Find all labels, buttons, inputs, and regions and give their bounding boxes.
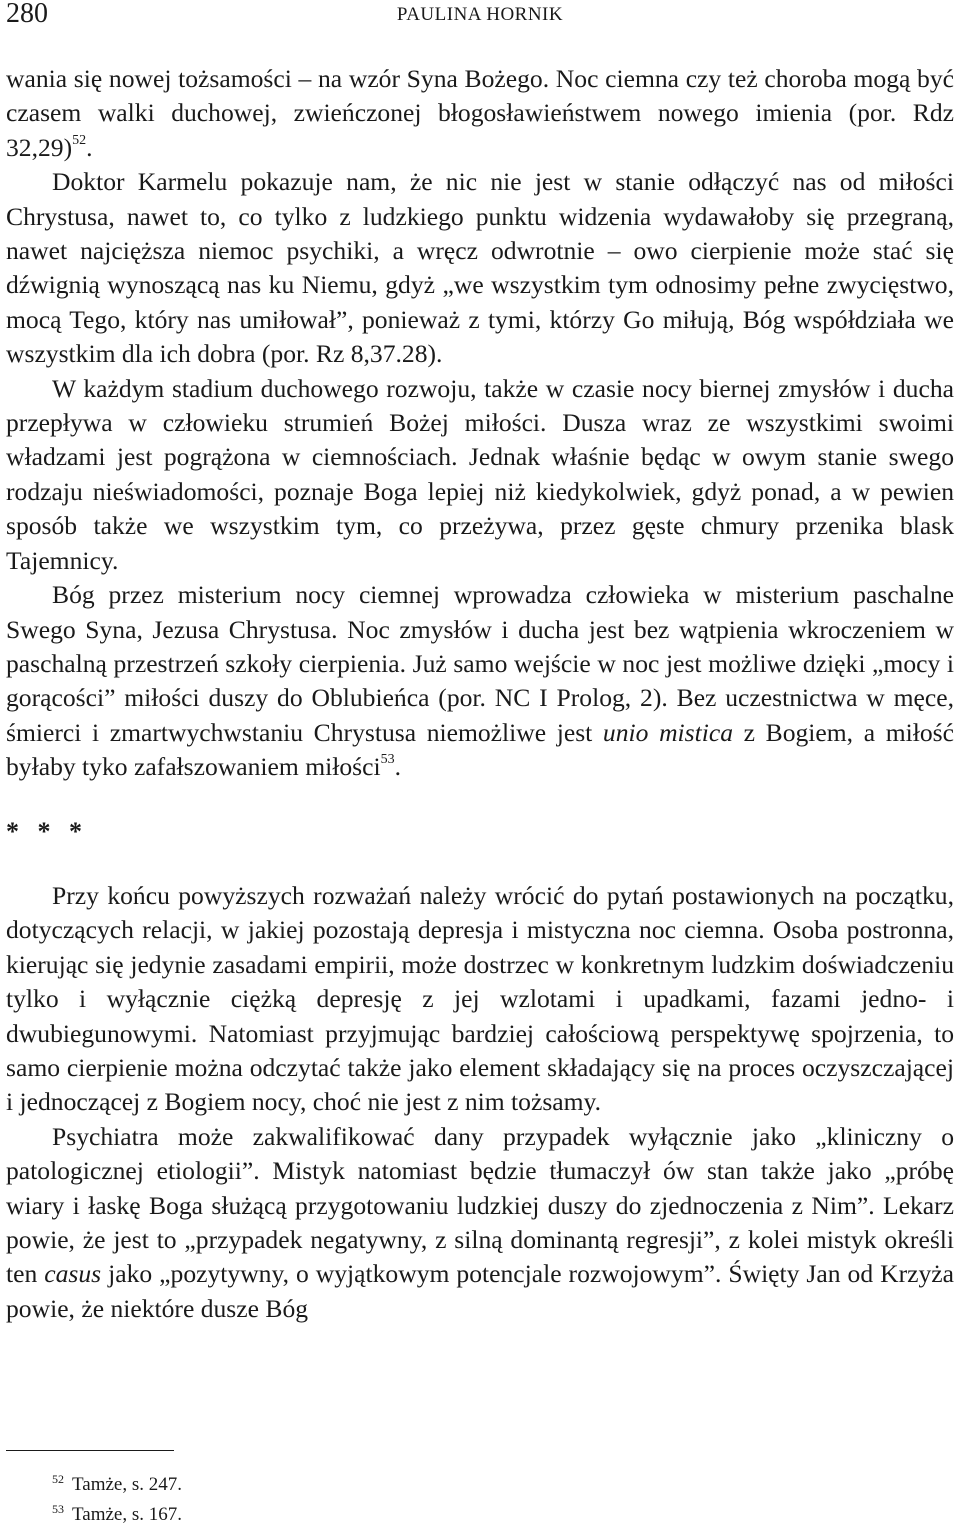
footnote-ref-52[interactable]: 52 — [72, 132, 87, 148]
footnote-52: $^{52}$ Tamże, s. 247. — [52, 1472, 183, 1495]
paragraph-3: W każdym stadium duchowego rozwoju, także w czasie nocy biernej zmysłów i ducha przepływa w człowieku strumień Bożej miłości. Dusza wraz ze wszystkimi swoimi władzami jest pogrążona w ciemnościach. Jednak właśnie będąc w owym stanie swego rodzaju nieświadomości, poznaje Boga lepiej niż kiedykolwiek, gdyż ponad, a w pewien sposób także we wszystkim tym, co przeżywa, przez gęste chmury przenika blask Tajemnicy. — [6, 373, 954, 575]
paragraph-5: Przy końcu powyższych rozważań należy wrócić do pytań postawionych na początku, dotyczących relacji, w jakiej pozostają depresja i mistyczna noc ciemna. Osoba postronna, kierując się jedynie zasadami empirii, może dostrzec w konkretnym ludzkim doświadczeniu tylko i wyłącznie ciężką depresję z jej wzlotami i upadkami, fazami jedno- i dwubiegunowymi. Natomiast przyjmując bardziej całościową perspektywę spojrzenia, to samo cierpienie można odczytać także jako element składający się na proces oczyszczającej i jednoczącej z Bogiem nocy, choć nie jest z nim tożsamy. — [6, 880, 954, 1117]
page-header — [6, 0, 954, 34]
page-number: 280 — [6, 0, 48, 29]
paragraph-1: wania się nowej tożsamości – na wzór Syna Bożego. Noc ciemna czy też choroba mogą być czasem walki duchowej, zwieńczonej błogosławieństwem nowego imienia (por. Rdz 32,29)$^{52}$. — [6, 64, 954, 162]
footnote-53: $^{53}$ Tamże, s. 167. — [52, 1502, 183, 1525]
footnote-ref-53[interactable]: 53 — [380, 752, 395, 768]
section-separator: * * * — [6, 816, 88, 846]
paragraph-2: Doktor Karmelu pokazuje nam, że nic nie jest w stanie odłączyć nas od miłości Chrystusa, nawet to, co tylko z ludzkiego punktu widzenia wydawałoby się przegraną, nawet najcięższa niemoc psychiki, a wręcz odwrotnie – owo cierpienie może stać się dźwignią wynoszącą nas ku Niemu, gdyż „we wszystkim tym odnosimy pełne zwycięstwo, mocą Tego, który nas umiłował”, ponieważ z tymi, którzy Go miłują, Bóg współdziała we wszystkim dla ich dobra (por. Rz 8,37.28). — [6, 167, 954, 369]
paragraph-6: Psychiatra może zakwalifikować dany przypadek wyłącznie jako „kliniczny o patologicznej etiologii”. Mistyk natomiast będzie tłumaczył ów stan także jako „próbę wiary i łaskę Boga służącą przygotowaniu ludzkiej duszy do zjednoczenia z Nim”. Lekarz powie, że jest to „przypadek negatywny, z silną dominantą regresji”, z kolei mistyk określi ten casus jako „pozytywny, o wyjątkowym potencjale rozwojowym”. Święty Jan od Krzyża powie, że niektóre dusze Bóg — [6, 1121, 955, 1323]
paragraph-4: Bóg przez misterium nocy ciemnej wprowadza człowieka w misterium paschalne Swego Syna, Jezusa Chrystusa. Noc zmysłów i ducha jest bez wątpienia wkroczeniem w paschalną przestrzeń szkoły cierpienia. Już samo wejście w noc jest możliwe dzięki „mocy i gorącości” miłości duszy do Oblubieńca (por. NC I Prolog, 2). Bez uczestnictwa w męce, śmierci i zmartwychwstaniu Chrystusa niemożliwe jest unio mistica z Bogiem, a miłość byłaby tyko zafałszowaniem miłości$^{53}$. — [6, 580, 954, 782]
footnotes — [52, 1470, 182, 1530]
footnote-divider — [6, 1450, 174, 1451]
body-text — [6, 62, 954, 1326]
running-head: PAULINA HORNIK — [396, 4, 564, 25]
